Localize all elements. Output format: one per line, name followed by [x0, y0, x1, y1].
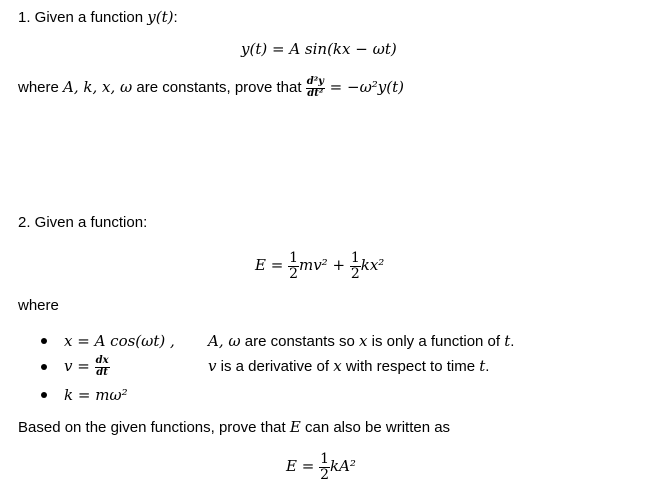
bullet-1-note-vars: A, ω: [208, 332, 241, 350]
equation-lhs: y(t): [241, 40, 268, 58]
energy-lhs: E =: [255, 256, 289, 274]
bullet-2-prefix: v =: [64, 357, 95, 375]
equation-rhs: A sin(kx − ωt): [289, 40, 397, 58]
bullet-2-note-end: .: [485, 358, 490, 375]
second-derivative-fraction: [306, 77, 325, 99]
problem-1-heading-colon: :: [173, 9, 178, 26]
final-half-fraction: [319, 452, 330, 482]
bullet-3-math: [64, 385, 128, 406]
bullet-1-note-text2: is only a function of: [367, 333, 505, 350]
where-text: where: [18, 79, 64, 96]
half-fraction-2: [350, 251, 361, 281]
bullet-1-note-t: t: [504, 332, 511, 350]
problem-1-where-line: [18, 70, 404, 105]
problem-1-heading-text: 1. Given a function: [18, 9, 148, 26]
conclusion-line: [18, 417, 450, 438]
velocity-numerator: dx: [95, 355, 109, 367]
half-denominator-2: 2: [350, 265, 360, 282]
bullet-3-expression: k = mω²: [64, 386, 128, 404]
bullet-2-note-v: v: [208, 357, 217, 375]
bullet-2-note-text2: with respect to time: [341, 358, 480, 375]
problem-2-where-label: where: [18, 297, 59, 314]
velocity-fraction: [95, 356, 110, 378]
conclusion-suffix: can also be written as: [300, 419, 451, 436]
bullet-1-note: [208, 331, 514, 352]
problem-1-heading: [18, 7, 178, 28]
fraction-numerator: d²y: [306, 76, 324, 88]
bullet-1-marker: [41, 338, 47, 344]
conclusion-text: Based on the given functions, prove that: [18, 419, 290, 436]
potential-term: kx²: [360, 256, 385, 274]
where-vars: A, k, x, ω: [63, 78, 133, 96]
final-numerator: 1: [320, 450, 329, 467]
bullet-1-math: [64, 331, 175, 352]
bullet-2-marker: [41, 364, 47, 370]
bullet-3-marker: [41, 392, 47, 398]
half-fraction-1: [288, 251, 299, 281]
bullet-2-math: [64, 351, 110, 382]
final-term: kA²: [329, 457, 356, 475]
final-denominator: 2: [320, 466, 329, 483]
bullet-2-note-x: x: [333, 357, 342, 375]
problem-1-equation: [241, 39, 397, 60]
problem-1-heading-math: y(t): [147, 8, 174, 26]
bullet-1-note-x: x: [359, 332, 368, 350]
velocity-denominator: dt: [96, 366, 108, 378]
bullet-2-note: [208, 356, 489, 377]
problem-2-heading: 2. Given a function:: [18, 214, 148, 231]
bullet-1-note-text: are constants so: [240, 333, 360, 350]
where-rhs: = −ω²y(t): [324, 78, 405, 96]
half-numerator-2: 1: [350, 249, 360, 266]
conclusion-var: E: [289, 418, 301, 436]
bullet-1-expression: x = A cos(ωt) ,: [64, 332, 175, 350]
equation-equals: =: [267, 40, 290, 58]
kinetic-term: mv²: [298, 256, 328, 274]
bullet-1-note-end: .: [510, 333, 515, 350]
bullet-2-note-text: is a derivative of: [216, 358, 334, 375]
final-lhs: E =: [286, 457, 320, 475]
final-equation: [286, 446, 356, 487]
half-denominator-1: 2: [289, 265, 298, 282]
bullet-2-note-t: t: [479, 357, 486, 375]
plus-sign: +: [327, 256, 350, 274]
half-numerator-1: 1: [289, 249, 298, 266]
where-mid-text: are constants, prove that: [132, 79, 306, 96]
fraction-denominator: dt²: [307, 87, 324, 99]
energy-equation: [255, 245, 384, 286]
